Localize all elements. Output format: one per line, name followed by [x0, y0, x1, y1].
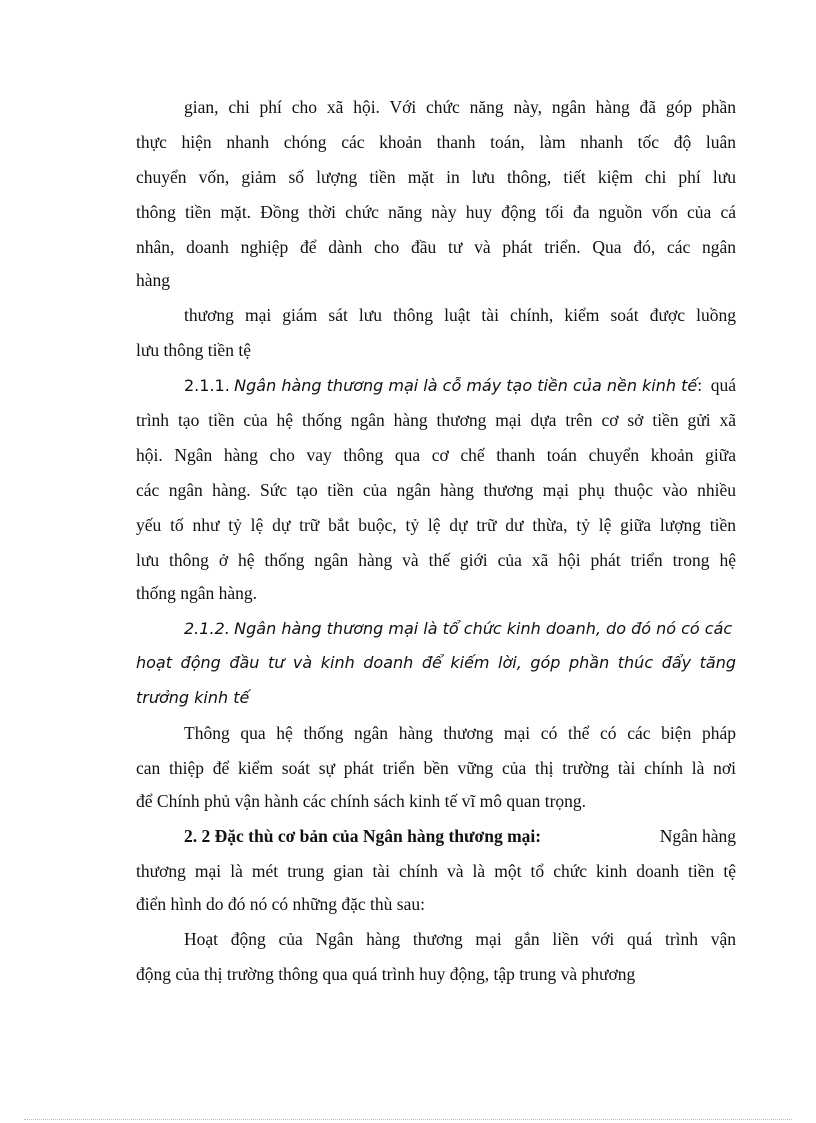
paragraph-line: để Chính phủ vận hành các chính sách kinh tế vĩ mô quan trọng. — [136, 791, 587, 811]
paragraph-line: yếu tố như tỷ lệ dự trữ bắt buộc, tỷ lệ dự trữ dư thừa, tỷ lệ giữa lượng tiền — [136, 515, 736, 535]
paragraph-line: thương mại giám sát lưu thông luật tài chính, kiểm soát được luồng — [184, 305, 736, 325]
paragraph-line: hội. Ngân hàng cho vay thông qua cơ chế thanh toán chuyển khoản giữa — [136, 445, 736, 465]
paragraph-line: nhân, doanh nghiệp để dành cho đầu tư và phát triển. Qua đó, các ngân — [136, 237, 736, 257]
paragraph-line: Thông qua hệ thống ngân hàng thương mại có thể có các biện pháp — [184, 723, 736, 743]
paragraph-line: trưởng kinh tế — [136, 688, 250, 707]
paragraph-line: thông tiền mặt. Đồng thời chức năng này huy động tối đa nguồn vốn của cá — [136, 202, 736, 222]
paragraph-line: lưu thông tiền tệ — [136, 340, 251, 360]
section-number: 2.1.1. — [184, 376, 230, 395]
paragraph-line: can thiệp để kiểm soát sự phát triển bền vững của thị trường tài chính là nơi — [136, 758, 736, 778]
paragraph-line: gian, chi phí cho xã hội. Với chức năng này, ngân hàng đã góp phần — [184, 97, 736, 117]
paragraph-line: thống ngân hàng. — [136, 583, 258, 603]
paragraph-line: Ngân hàng — [659, 826, 736, 846]
paragraph-line: hoạt động đầu tư và kinh doanh để kiếm lời, góp phần thúc đẩy tăng — [136, 653, 736, 672]
heading-2-2 — [184, 825, 736, 847]
paragraph-line: trình tạo tiền của hệ thống ngân hàng thương mại dựa trên cơ sở tiền gửi xã — [136, 410, 736, 430]
section-title: 2. 2 Đặc thù cơ bản của Ngân hàng thương mại: — [184, 826, 542, 846]
heading-2-1-2 — [184, 617, 736, 640]
paragraph-line: hàng — [136, 270, 171, 290]
paragraph-line: quá — [710, 375, 736, 395]
paragraph-line: chuyển vốn, giảm số lượng tiền mặt in lưu thông, tiết kiệm chi phí lưu — [136, 167, 736, 187]
paragraph-line: Hoạt động của Ngân hàng thương mại gắn liền với quá trình vận — [184, 929, 736, 949]
paragraph-line: động của thị trường thông qua quá trình huy động, tập trung và phương — [136, 964, 636, 984]
paragraph-line: thực hiện nhanh chóng các khoản thanh toán, làm nhanh tốc độ luân — [136, 132, 736, 152]
paragraph-line: các ngân hàng. Sức tạo tiền của ngân hàng thương mại phụ thuộc vào nhiều — [136, 480, 736, 500]
section-colon: : — [697, 375, 703, 395]
page-footer-rule — [24, 1119, 792, 1120]
paragraph-line: điển hình do đó nó có những đặc thù sau: — [136, 894, 425, 914]
heading-2-1-1 — [184, 374, 736, 397]
paragraph-line: thương mại là mét trung gian tài chính và là một tổ chức kinh doanh tiền tệ — [136, 861, 736, 881]
paragraph-line: lưu thông ở hệ thống ngân hàng và thế giới của xã hội phát triển trong hệ — [136, 550, 736, 570]
section-title: Ngân hàng thương mại là tổ chức kinh doanh, do đó nó có các — [234, 619, 733, 638]
section-title: Ngân hàng thương mại là cỗ máy tạo tiền của nền kinh tế — [234, 376, 698, 395]
section-number: 2.1.2. — [184, 619, 230, 638]
